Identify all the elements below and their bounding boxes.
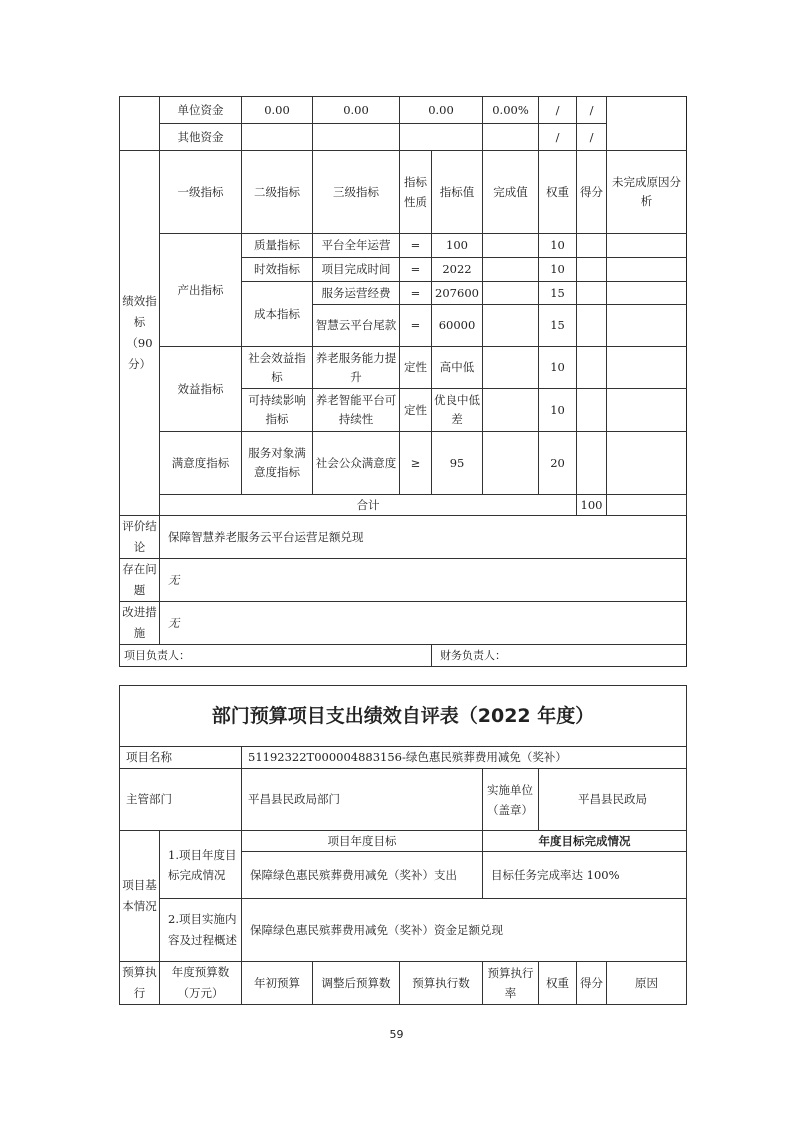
- fund-rate: 0.00%: [483, 97, 539, 124]
- header-cell: 完成值: [483, 151, 539, 234]
- dept-value: 平昌县民政局部门: [242, 769, 483, 831]
- fund-value: 0.00: [242, 97, 313, 124]
- conclusion-label: 评价结论: [120, 516, 160, 559]
- indicator-nature: 定性: [400, 347, 432, 389]
- fund-score: /: [577, 124, 607, 151]
- total-weight: 100: [577, 495, 607, 516]
- level1-label: 产出指标: [160, 234, 242, 347]
- total-score: [607, 495, 687, 516]
- project-lead: 项目负责人：: [120, 645, 432, 667]
- problems-text: 无: [160, 559, 687, 602]
- finance-lead: 财务负责人：: [432, 645, 687, 667]
- level2-label: 可持续影响指标: [242, 389, 313, 432]
- basic-label: 项目基本情况: [120, 831, 160, 962]
- improve-text: 无: [160, 602, 687, 645]
- level2-label: 社会效益指标: [242, 347, 313, 389]
- fund-row: [120, 97, 687, 124]
- score: [577, 389, 607, 432]
- goal-label: 1.项目年度目标完成情况: [160, 831, 242, 899]
- indicator-value: 优良中低差: [432, 389, 483, 432]
- indicator-row: [120, 347, 687, 389]
- fund-weight: /: [539, 97, 577, 124]
- completed-value: [483, 432, 539, 495]
- title-row: [120, 686, 687, 747]
- indicator-nature: =: [400, 282, 432, 305]
- level3-label: 养老智能平台可持续性: [313, 389, 400, 432]
- level1-label: 满意度指标: [160, 432, 242, 495]
- header-cell: 一级指标: [160, 151, 242, 234]
- indicator-row: [120, 234, 687, 258]
- fund-row: [120, 124, 687, 151]
- level2-label: 服务对象满意度指标: [242, 432, 313, 495]
- fund-value: [400, 124, 483, 151]
- indicator-value: 95: [432, 432, 483, 495]
- indicator-nature: =: [400, 305, 432, 347]
- indicator-nature: =: [400, 258, 432, 282]
- blank-cell: [607, 97, 687, 151]
- impl-row: [120, 899, 687, 962]
- budget-header: 原因: [607, 962, 687, 1005]
- reason: [607, 347, 687, 389]
- header-cell: 指标性质: [400, 151, 432, 234]
- goal-header-row: [120, 831, 687, 852]
- dept-label: 主管部门: [120, 769, 242, 831]
- weight: 15: [539, 282, 577, 305]
- budget-label: 预算执行: [120, 962, 160, 1005]
- fund-value: 0.00: [400, 97, 483, 124]
- improve-row: [120, 602, 687, 645]
- score: [577, 305, 607, 347]
- fund-weight: /: [539, 124, 577, 151]
- completed-value: [483, 258, 539, 282]
- weight: 20: [539, 432, 577, 495]
- fund-value: [313, 124, 400, 151]
- completed-value: [483, 347, 539, 389]
- indicator-value: 高中低: [432, 347, 483, 389]
- conclusion-row: [120, 516, 687, 559]
- completed-value: [483, 282, 539, 305]
- unit-value: 平昌县民政局: [539, 769, 687, 831]
- impl-text: 保障绿色惠民殡葬费用减免（奖补）资金足额兑现: [242, 899, 687, 962]
- fund-value: 0.00: [313, 97, 400, 124]
- performance-table: [119, 96, 687, 667]
- project-name-row: [120, 747, 687, 769]
- reason: [607, 234, 687, 258]
- completed-value: [483, 389, 539, 432]
- fund-rate: [483, 124, 539, 151]
- header-cell: 二级指标: [242, 151, 313, 234]
- level3-label: 智慧云平台尾款: [313, 305, 400, 347]
- header-cell: 权重: [539, 151, 577, 234]
- goal-done-text: 目标任务完成率达 100%: [483, 852, 687, 899]
- indicator-nature: ≥: [400, 432, 432, 495]
- form-title: 部门预算项目支出绩效自评表（2022 年度）: [120, 686, 687, 747]
- budget-header: 权重: [539, 962, 577, 1005]
- fund-label: 单位资金: [160, 97, 242, 124]
- budget-header: 年度预算数（万元）: [160, 962, 242, 1005]
- improve-label: 改进措施: [120, 602, 160, 645]
- problems-row: [120, 559, 687, 602]
- level3-label: 项目完成时间: [313, 258, 400, 282]
- indicator-value: 100: [432, 234, 483, 258]
- header-cell: 得分: [577, 151, 607, 234]
- budget-header: 调整后预算数: [313, 962, 400, 1005]
- perf-side-label: 绩效指标（90分）: [120, 151, 160, 516]
- page-number: 59: [389, 1028, 404, 1041]
- fund-label: 其他资金: [160, 124, 242, 151]
- header-cell: 未完成原因分析: [607, 151, 687, 234]
- level3-label: 平台全年运营: [313, 234, 400, 258]
- level3-label: 社会公众满意度: [313, 432, 400, 495]
- reason: [607, 432, 687, 495]
- signature-row: [120, 645, 687, 667]
- indicator-value: 2022: [432, 258, 483, 282]
- header-cell: 指标值: [432, 151, 483, 234]
- indicator-row: [120, 432, 687, 495]
- level2-label: 时效指标: [242, 258, 313, 282]
- self-evaluation-form: [119, 685, 687, 1005]
- conclusion-text: 保障智慧养老服务云平台运营足额兑现: [160, 516, 687, 559]
- reason: [607, 258, 687, 282]
- level2-label: 成本指标: [242, 282, 313, 347]
- indicator-nature: =: [400, 234, 432, 258]
- budget-header: 得分: [577, 962, 607, 1005]
- score: [577, 234, 607, 258]
- score: [577, 258, 607, 282]
- reason: [607, 305, 687, 347]
- reason: [607, 389, 687, 432]
- score: [577, 282, 607, 305]
- total-row: [120, 495, 687, 516]
- reason: [607, 282, 687, 305]
- fund-value: [242, 124, 313, 151]
- problems-label: 存在问题: [120, 559, 160, 602]
- dept-row: [120, 769, 687, 831]
- budget-header: 预算执行率: [483, 962, 539, 1005]
- completed-value: [483, 234, 539, 258]
- budget-header-row: [120, 962, 687, 1005]
- indicator-nature: 定性: [400, 389, 432, 432]
- goal-head: 项目年度目标: [242, 831, 483, 852]
- indicator-value: 60000: [432, 305, 483, 347]
- weight: 10: [539, 347, 577, 389]
- impl-label: 2.项目实施内容及过程概述: [160, 899, 242, 962]
- score: [577, 347, 607, 389]
- level3-label: 养老服务能力提升: [313, 347, 400, 389]
- fund-score: /: [577, 97, 607, 124]
- project-name-value: 51192322T000004883156-绿色惠民殡葬费用减免（奖补）: [242, 747, 687, 769]
- level2-label: 质量指标: [242, 234, 313, 258]
- weight: 10: [539, 389, 577, 432]
- completed-value: [483, 305, 539, 347]
- goal-done-head: 年度目标完成情况: [483, 831, 687, 852]
- weight: 10: [539, 258, 577, 282]
- perf-header-row: [120, 151, 687, 234]
- header-cell: 三级指标: [313, 151, 400, 234]
- score: [577, 432, 607, 495]
- budget-header: 年初预算: [242, 962, 313, 1005]
- project-name-label: 项目名称: [120, 747, 242, 769]
- indicator-value: 207600: [432, 282, 483, 305]
- weight: 15: [539, 305, 577, 347]
- blank-cell: [120, 97, 160, 151]
- weight: 10: [539, 234, 577, 258]
- unit-label: 实施单位（盖章）: [483, 769, 539, 831]
- total-label: 合计: [160, 495, 577, 516]
- level1-label: 效益指标: [160, 347, 242, 432]
- budget-header: 预算执行数: [400, 962, 483, 1005]
- goal-text: 保障绿色惠民殡葬费用减免（奖补）支出: [242, 852, 483, 899]
- level3-label: 服务运营经费: [313, 282, 400, 305]
